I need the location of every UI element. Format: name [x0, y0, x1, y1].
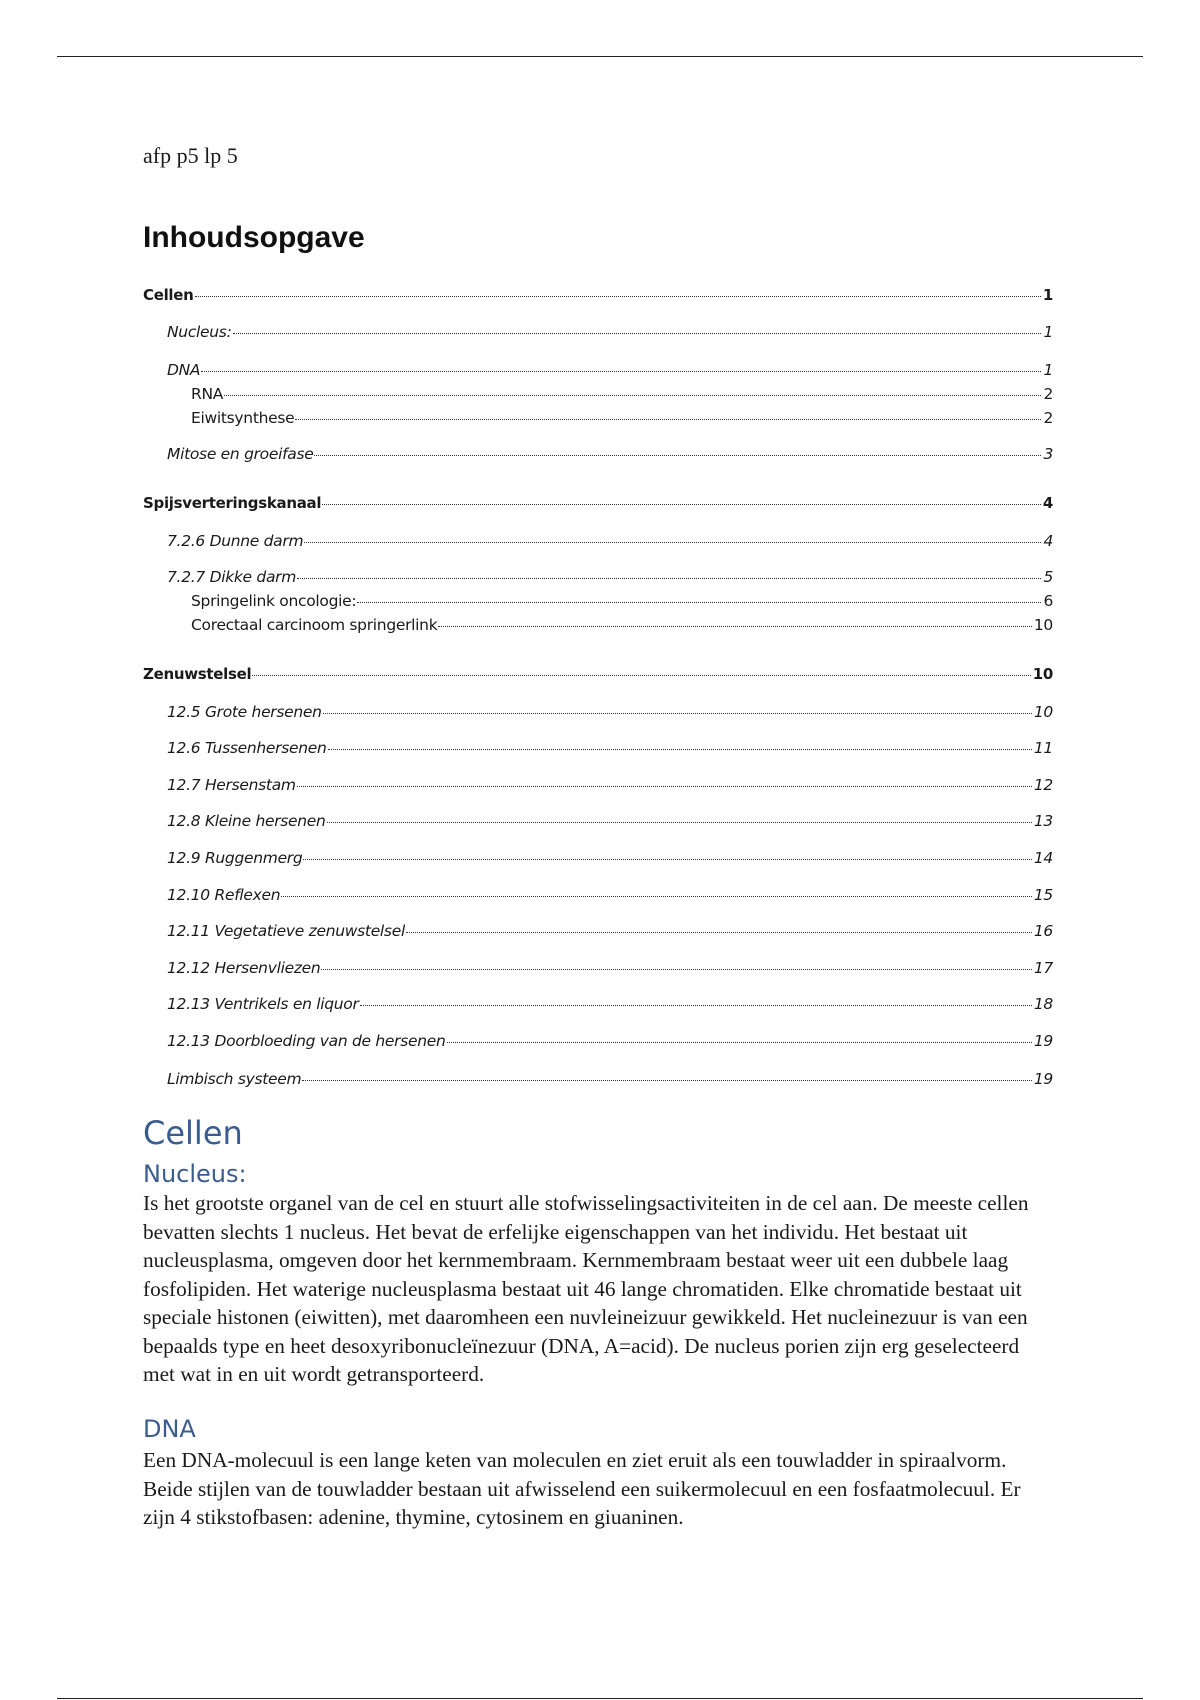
toc-leader — [252, 675, 1030, 676]
toc-leader — [406, 932, 1032, 933]
toc-entry-doorbloeding[interactable] — [167, 1032, 1053, 1050]
toc-page: 10 — [1033, 616, 1053, 634]
toc-leader — [297, 578, 1041, 579]
header-rule — [57, 56, 1143, 57]
toc-label: 7.2.6 Dunne darm — [167, 532, 304, 550]
toc-entry-reflexen[interactable] — [167, 886, 1053, 904]
toc-entry-corectaal-carcinoom[interactable] — [191, 616, 1053, 634]
toc-page: 3 — [1043, 445, 1053, 463]
toc-entry-dna[interactable] — [167, 361, 1053, 379]
toc-label: 12.9 Ruggenmerg — [167, 849, 303, 867]
toc-entry-hersenstam[interactable] — [167, 776, 1053, 794]
toc-page: 17 — [1033, 959, 1053, 977]
toc-leader — [327, 822, 1032, 823]
toc-entry-tussenhersenen[interactable] — [167, 739, 1053, 757]
toc-page: 4 — [1042, 494, 1053, 512]
toc-label: 12.13 Doorbloeding van de hersenen — [167, 1032, 446, 1050]
toc-leader — [323, 713, 1032, 714]
toc-leader — [303, 859, 1031, 860]
toc-page: 4 — [1043, 532, 1053, 550]
toc-label: Springelink oncologie: — [191, 592, 357, 610]
toc-leader — [297, 786, 1032, 787]
toc-entry-ventrikels-liquor[interactable] — [167, 995, 1053, 1013]
toc-label: 12.13 Ventrikels en liquor — [167, 995, 359, 1013]
document-subtitle: afp p5 lp 5 — [143, 143, 238, 168]
toc-page: 19 — [1033, 1070, 1053, 1088]
toc-label: 12.11 Vegetatieve zenuwstelsel — [167, 922, 405, 940]
toc-entry-hersenvliezen[interactable] — [167, 959, 1053, 977]
toc-leader — [438, 626, 1031, 627]
toc-page: 13 — [1033, 812, 1053, 830]
toc-page: 1 — [1043, 323, 1053, 341]
toc-entry-vegetatieve-zenuwstelsel[interactable] — [167, 922, 1053, 940]
toc-entry-limbisch-systeem[interactable] — [167, 1070, 1053, 1088]
toc-page: 19 — [1033, 1032, 1053, 1050]
toc-leader — [233, 333, 1042, 334]
toc-label: Cellen — [143, 286, 194, 304]
toc-entry-dikke-darm[interactable] — [167, 568, 1053, 586]
toc-page: 16 — [1033, 922, 1053, 940]
toc-entry-dunne-darm[interactable] — [167, 532, 1053, 550]
toc-page: 18 — [1033, 995, 1053, 1013]
toc-leader — [360, 1005, 1032, 1006]
toc-entry-kleine-hersenen[interactable] — [167, 812, 1053, 830]
toc-label: 12.10 Reflexen — [167, 886, 281, 904]
toc-leader — [201, 371, 1041, 372]
toc-label: 12.6 Tussenhersenen — [167, 739, 327, 757]
toc-page: 2 — [1043, 385, 1053, 403]
toc-leader — [447, 1042, 1032, 1043]
toc-leader — [195, 296, 1041, 297]
toc-leader — [321, 969, 1031, 970]
toc-page: 15 — [1033, 886, 1053, 904]
toc-leader — [224, 395, 1041, 396]
toc-label: Eiwitsynthese — [191, 409, 295, 427]
toc-leader — [322, 504, 1041, 505]
toc-page: 14 — [1033, 849, 1053, 867]
toc-label: 12.8 Kleine hersenen — [167, 812, 326, 830]
paragraph-nucleus: Is het grootste organel van de cel en stuurt alle stofwisselingsactiviteiten in de cel aan. De meeste cellen bevatten slechts 1 nucleus. Het bevat de erfelijke eigenschappen van het individu. Het bestaat uit nucleusplasma, omgeven door het kernmembraam. Kernmembraam bestaat weer uit een dubbele laag fosfolipiden. Het waterige nucleusplasma bestaat uit 46 lange chromatiden. Elke chromatide bestaat uit speciale histonen (eiwitten), met daaromheen een nuvleineizuur gewikkeld. Het nucleinezuur is van een bepaalds type en heet desoxyribonucleïnezuur (DNA, A=acid). De nucleus porien zijn erg geselecteerd met wat in en uit wordt getransporteerd. — [143, 1191, 1029, 1386]
toc-label: Limbisch systeem — [167, 1070, 302, 1088]
toc-page: 1 — [1043, 361, 1053, 379]
toc-label: Mitose en groeifase — [167, 445, 314, 463]
toc-label: Spijsverteringskanaal — [143, 494, 322, 512]
toc-page: 1 — [1042, 286, 1053, 304]
toc-label: Nucleus: — [167, 323, 232, 341]
toc-label: 12.7 Hersenstam — [167, 776, 296, 794]
heading-nucleus: Nucleus: — [143, 1160, 247, 1188]
toc-label: DNA — [167, 361, 201, 379]
heading-cellen: Cellen — [143, 1114, 243, 1152]
toc-page: 5 — [1043, 568, 1053, 586]
toc-entry-springelink-oncologie[interactable] — [191, 592, 1053, 610]
toc-entry-mitose[interactable] — [167, 445, 1053, 463]
toc-leader — [314, 455, 1041, 456]
toc-leader — [295, 419, 1041, 420]
toc-label: 12.5 Grote hersenen — [167, 703, 322, 721]
toc-label: 12.12 Hersenvliezen — [167, 959, 321, 977]
toc-leader — [357, 602, 1041, 603]
toc-entry-nucleus[interactable] — [167, 323, 1053, 341]
toc-label: RNA — [191, 385, 224, 403]
toc-entry-rna[interactable] — [191, 385, 1053, 403]
paragraph-dna: Een DNA-molecuul is een lange keten van moleculen en ziet eruit als een touwladder in spiraalvorm. Beide stijlen van de touwladder bestaan uit afwisselend een suikermolecuul en een fosfaatmolecuul. Er zijn 4 stikstofbasen: adenine, thymine, cytosinem en giuaninen. — [143, 1448, 1021, 1529]
toc-label: Zenuwstelsel — [143, 665, 252, 683]
toc-entry-spijsverteringskanaal[interactable] — [143, 494, 1053, 512]
toc-page: 12 — [1033, 776, 1053, 794]
toc-label: Corectaal carcinoom springerlink — [191, 616, 438, 634]
toc-entry-cellen[interactable] — [143, 286, 1053, 304]
toc-entry-grote-hersenen[interactable] — [167, 703, 1053, 721]
toc-page: 11 — [1033, 739, 1053, 757]
toc-title: Inhoudsopgave — [143, 221, 365, 254]
footer-rule — [57, 1698, 1143, 1699]
toc-entry-zenuwstelsel[interactable] — [143, 665, 1053, 683]
toc-leader — [328, 749, 1032, 750]
toc-leader — [302, 1080, 1032, 1081]
toc-page: 10 — [1033, 703, 1053, 721]
toc-leader — [304, 542, 1041, 543]
toc-page: 2 — [1043, 409, 1053, 427]
heading-dna: DNA — [143, 1415, 196, 1443]
toc-page: 10 — [1032, 665, 1053, 683]
toc-leader — [281, 896, 1032, 897]
toc-entry-ruggenmerg[interactable] — [167, 849, 1053, 867]
toc-entry-eiwitsynthese[interactable] — [191, 409, 1053, 427]
toc-page: 6 — [1043, 592, 1053, 610]
toc-label: 7.2.7 Dikke darm — [167, 568, 297, 586]
